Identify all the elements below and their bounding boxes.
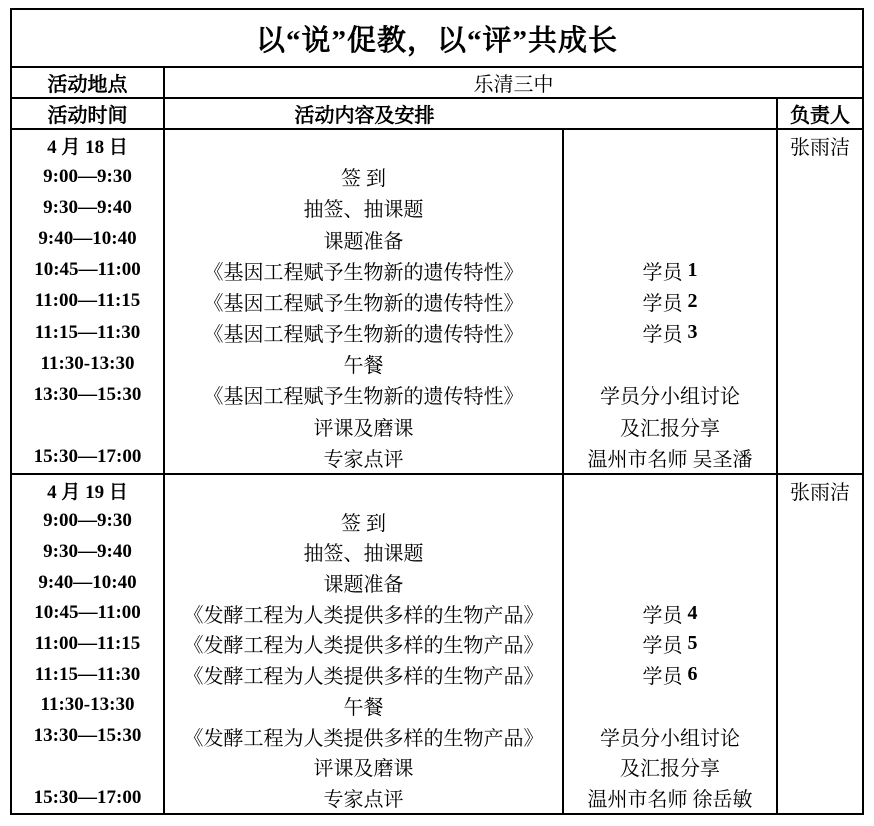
time-value: 11:15—11:30 xyxy=(34,321,141,343)
activity-value xyxy=(165,475,562,506)
activity-value: 抽签、抽课题 xyxy=(303,199,424,222)
activity-value: 《发酵工程为人类提供多样的生物产品》 xyxy=(183,727,544,750)
presenter-value xyxy=(564,130,776,161)
document-title: 以“说”促教，以“评”共成长 xyxy=(12,10,862,68)
activity-value: 《发酵工程为人类提供多样的生物产品》 xyxy=(183,635,544,658)
presenter-value: 温州市名师 吴圣潘 xyxy=(587,448,753,471)
activity-value: 《基因工程赋予生物新的遗传特性》 xyxy=(203,292,524,315)
presenter-value xyxy=(564,567,776,598)
time-value: 4 月 19 日 xyxy=(47,481,128,503)
header-time: 活动时间 xyxy=(12,99,165,128)
activity-value xyxy=(165,130,562,161)
person-column xyxy=(564,475,778,813)
manager-name: 张雨洁 xyxy=(790,137,850,160)
activity-value: 午餐 xyxy=(343,696,384,719)
location-row xyxy=(12,68,862,99)
time-value: 9:40—10:40 xyxy=(38,228,137,250)
time-value: 13:30—15:30 xyxy=(33,725,142,747)
time-value: 9:40—10:40 xyxy=(38,571,137,593)
activity-value: 评课及磨课 xyxy=(313,417,414,440)
presenter-value: 学员 6 xyxy=(642,663,698,689)
time-value: 11:30-13:30 xyxy=(40,352,135,374)
manager-name: 张雨洁 xyxy=(790,481,850,504)
presenter-value: 学员 4 xyxy=(642,601,698,627)
presenter-value: 学员分小组讨论 xyxy=(600,386,740,409)
schedule-table xyxy=(10,8,864,815)
time-value: 4 月 18 日 xyxy=(47,137,128,159)
time-value: 15:30—17:00 xyxy=(33,446,142,468)
presenter-value: 学员 1 xyxy=(642,258,698,284)
activity-value: 课题准备 xyxy=(323,574,404,597)
time-value: 10:45—11:00 xyxy=(34,602,141,624)
presenter-value: 学员 5 xyxy=(642,632,698,658)
time-value: 9:00—9:30 xyxy=(43,510,132,532)
header-content: 活动内容及安排 xyxy=(294,105,435,127)
time-value: 11:00—11:15 xyxy=(34,632,141,654)
activity-value: 《基因工程赋予生物新的遗传特性》 xyxy=(203,324,524,347)
time-value: 13:30—15:30 xyxy=(33,383,142,405)
time-value: 10:45—11:00 xyxy=(34,259,141,281)
content-column xyxy=(165,130,564,473)
presenter-value xyxy=(564,161,776,192)
activity-value: 《发酵工程为人类提供多样的生物产品》 xyxy=(183,666,544,689)
presenter-value: 学员 2 xyxy=(642,289,698,315)
activity-value: 午餐 xyxy=(343,355,384,378)
day-section-april-18 xyxy=(12,130,862,475)
time-value xyxy=(12,411,163,442)
table-header-row xyxy=(12,99,862,130)
time-column xyxy=(12,130,165,473)
presenter-value xyxy=(564,348,776,379)
time-value: 11:00—11:15 xyxy=(34,290,141,312)
activity-value: 签 到 xyxy=(341,168,386,191)
activity-value: 《基因工程赋予生物新的遗传特性》 xyxy=(203,386,524,409)
location-label: 活动地点 xyxy=(12,68,165,97)
time-value: 15:30—17:00 xyxy=(33,786,142,808)
presenter-value xyxy=(564,536,776,567)
activity-value: 《基因工程赋予生物新的遗传特性》 xyxy=(203,261,524,284)
activity-value: 抽签、抽课题 xyxy=(303,543,424,566)
activity-value: 签 到 xyxy=(341,512,386,535)
presenter-value xyxy=(564,690,776,721)
presenter-value xyxy=(564,224,776,255)
time-value: 9:00—9:30 xyxy=(43,165,132,187)
presenter-value xyxy=(564,192,776,223)
time-column xyxy=(12,475,165,813)
header-spacer xyxy=(564,99,778,128)
header-manager: 负责人 xyxy=(790,105,850,127)
time-value: 9:30—9:40 xyxy=(43,196,132,218)
time-value xyxy=(12,751,163,782)
presenter-value xyxy=(564,475,776,506)
time-value: 9:30—9:40 xyxy=(43,540,132,562)
activity-value: 专家点评 xyxy=(323,789,404,812)
content-column xyxy=(165,475,564,813)
activity-value: 《发酵工程为人类提供多样的生物产品》 xyxy=(183,604,544,627)
presenter-value xyxy=(564,506,776,537)
presenter-value: 及汇报分享 xyxy=(620,417,720,440)
day-section-april-19 xyxy=(12,475,862,813)
location-value: 乐清三中 xyxy=(473,74,554,96)
manager-column xyxy=(778,130,862,473)
presenter-value: 学员分小组讨论 xyxy=(600,727,740,750)
activity-value: 专家点评 xyxy=(323,448,404,471)
presenter-value: 学员 3 xyxy=(642,321,698,347)
activity-value: 课题准备 xyxy=(323,230,404,253)
manager-column xyxy=(778,475,862,813)
activity-value: 评课及磨课 xyxy=(313,758,414,781)
time-value: 11:30-13:30 xyxy=(40,694,135,716)
person-column xyxy=(564,130,778,473)
time-value: 11:15—11:30 xyxy=(34,663,141,685)
presenter-value: 及汇报分享 xyxy=(620,758,720,781)
presenter-value: 温州市名师 徐岳敏 xyxy=(587,789,753,812)
